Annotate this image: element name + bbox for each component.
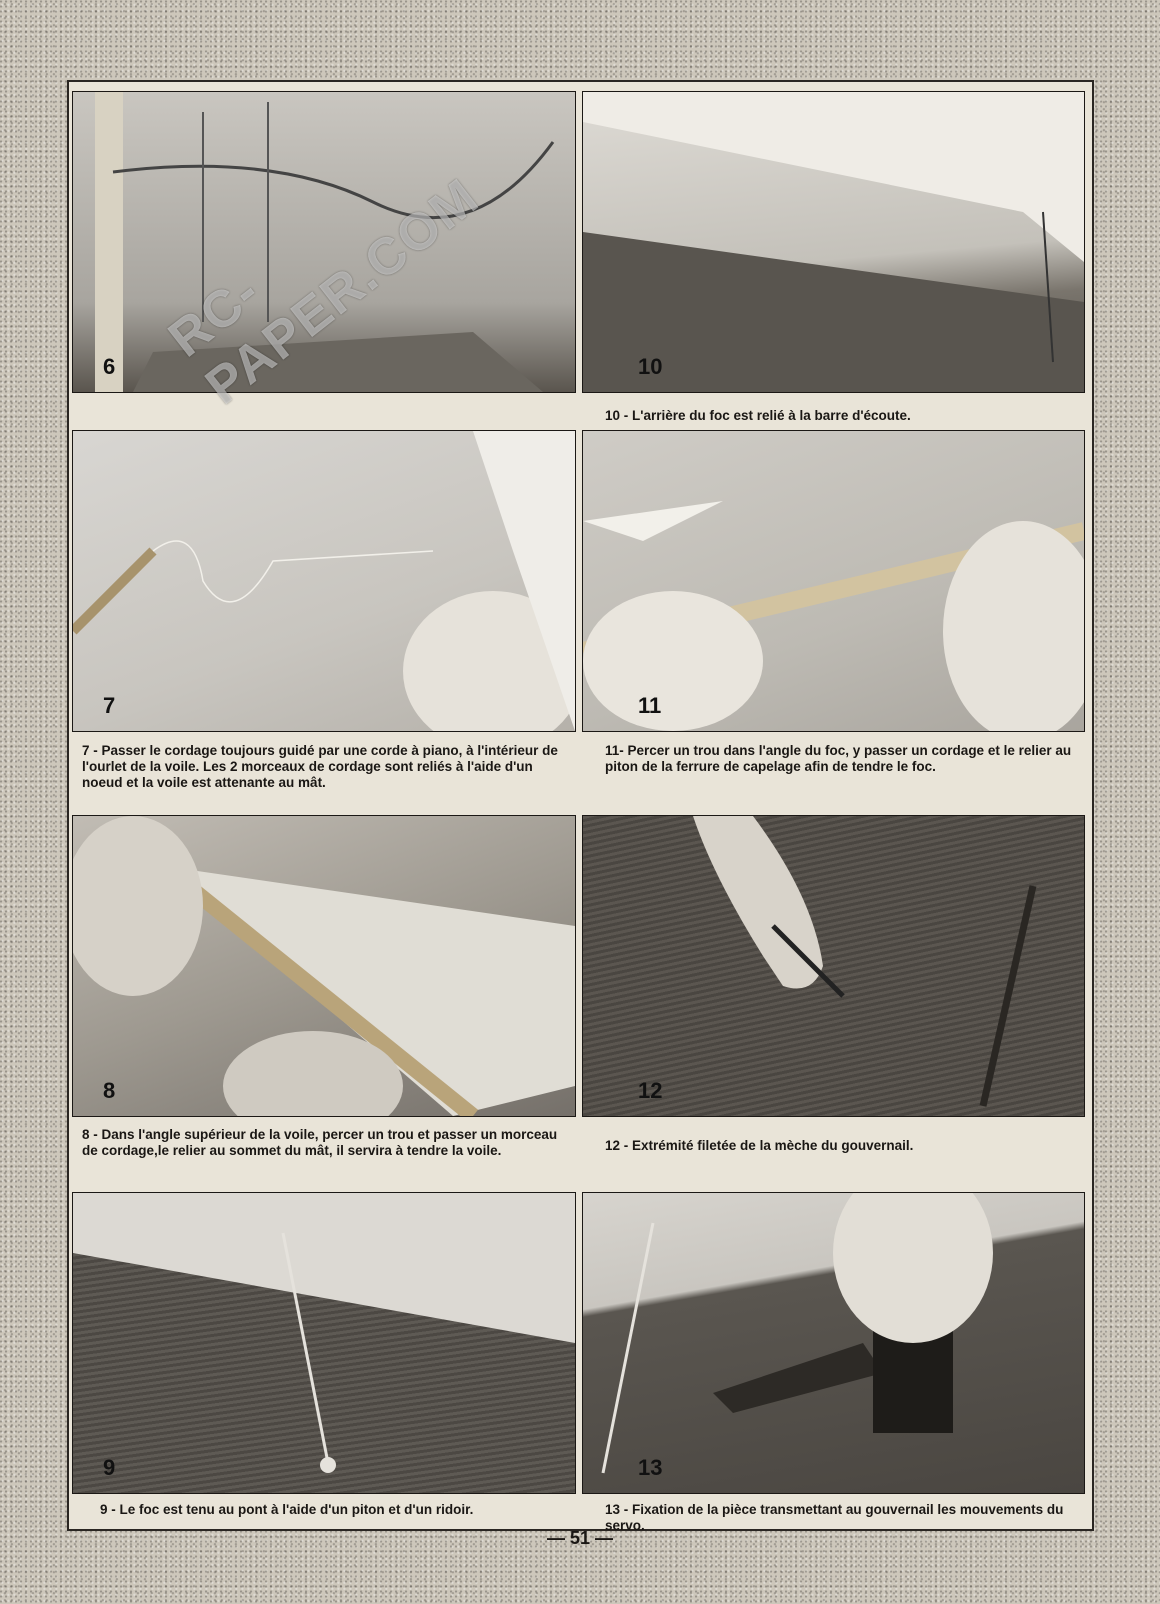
watermark: RC-PAPER.COM xyxy=(158,167,491,416)
caption-13: 13 - Fixation de la pièce transmettant au gouvernail les mouvements du servo. xyxy=(605,1502,1064,1533)
caption-10: 10 - L'arrière du foc est relié à la barre d'écoute. xyxy=(605,408,911,423)
photo-7 xyxy=(72,430,576,732)
caption-7: 7 - Passer le cordage toujours guidé par une corde à piano, à l'intérieur de l'ourlet de la voile. Les 2 morceaux de cordage sont reliés à l'aide d'un noeud et la voile est attenante au mât. xyxy=(82,743,558,790)
photo-number: 7 xyxy=(103,693,116,718)
caption-9: 9 - Le foc est tenu au pont à l'aide d'un piton et d'un ridoir. xyxy=(100,1502,474,1517)
photo-number: 11 xyxy=(638,693,662,718)
photo-12 xyxy=(582,815,1085,1117)
photo-number: 9 xyxy=(103,1455,116,1480)
photo-number: 10 xyxy=(638,354,663,379)
photo-number: 6 xyxy=(103,354,116,379)
caption-11: 11- Percer un trou dans l'angle du foc, y passer un cordage et le relier au piton de la ferrure de capelage afin de tendre le foc. xyxy=(605,743,1072,774)
photo-9 xyxy=(72,1192,576,1494)
photo-11 xyxy=(582,430,1085,732)
photo-13 xyxy=(582,1192,1085,1494)
caption-12: 12 - Extrémité filetée de la mèche du gouvernail. xyxy=(605,1138,914,1153)
photo-10 xyxy=(582,91,1085,393)
page-number: — 51 — xyxy=(546,1528,614,1548)
photo-number: 13 xyxy=(638,1455,663,1480)
photo-8 xyxy=(72,815,576,1117)
caption-8: 8 - Dans l'angle supérieur de la voile, percer un trou et passer un morceau de cordage,le relier au sommet du mât, il servira à tendre la voile. xyxy=(82,1127,558,1158)
photo-number: 8 xyxy=(103,1078,116,1103)
photo-number: 12 xyxy=(638,1078,663,1103)
